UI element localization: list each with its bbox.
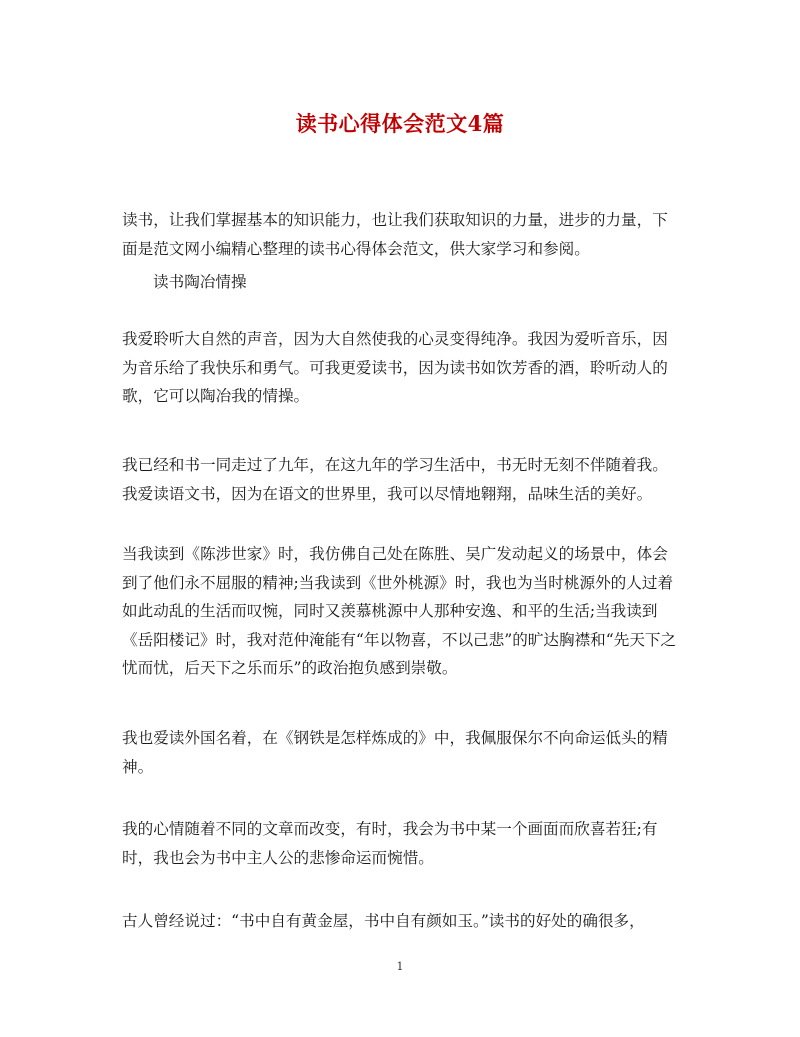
paragraph-text: 我爱聆听大自然的声音，因为大自然使我的心灵变得纯净。我因为爱听音乐，因为音乐给了我快乐和勇气。可我更爱读书，因为读书如饮芳香的酒，聆听动人的歌，它可以陶冶我的情操。 bbox=[122, 330, 668, 405]
body-paragraph-foreign bbox=[122, 724, 682, 781]
body-paragraph-nature bbox=[122, 325, 682, 411]
body-paragraph-mood bbox=[122, 815, 682, 872]
paragraph-text: 我的心情随着不同的文章而改变，有时，我会为书中某一个画面而欣喜若狂;有时，我也会为书中主人公的悲惨命运而惋惜。 bbox=[122, 820, 658, 867]
section-heading-block bbox=[122, 268, 682, 297]
intro-paragraph bbox=[122, 206, 682, 263]
page-number: 1 bbox=[396, 960, 404, 973]
section-heading: 读书陶冶情操 bbox=[153, 273, 247, 291]
paragraph-text: 我已经和书一同走过了九年，在这九年的学习生活中，书无时无刻不伴随着我。我爱读语文书，因为在语文的世界里，我可以尽情地翱翔，品味生活的美好。 bbox=[122, 456, 668, 503]
document-title: 读书心得体会范文4篇 bbox=[295, 111, 505, 136]
paragraph-text: 读书，让我们掌握基本的知识能力，也让我们获取知识的力量，进步的力量，下面是范文网小编精心整理的读书心得体会范文，供大家学习和参阅。 bbox=[122, 211, 668, 258]
body-paragraph-nine-years bbox=[122, 451, 682, 508]
body-paragraph-classics bbox=[122, 540, 682, 683]
paragraph-text: 古人曾经说过：“书中自有黄金屋，书中自有颜如玉。”读书的好处的确很多， bbox=[122, 912, 645, 930]
body-paragraph-ancients bbox=[122, 907, 682, 936]
paragraph-text: 我也爱读外国名着，在《钢铁是怎样炼成的》中，我佩服保尔不向命运低头的精神。 bbox=[122, 729, 668, 776]
paragraph-text: 当我读到《陈涉世家》时，我仿佛自己处在陈胜、吴广发动起义的场景中，体会到了他们永不屈服的精神;当我读到《世外桃源》时，我也为当时桃源外的人过着如此动乱的生活而叹惋，同时又羡慕桃源中人那种安逸、和平的生活;当我读到《岳阳楼记》时，我对范仲淹能有“年以物喜，不以己悲”的旷达胸襟和“先天下之忧而忧，后天下之乐而乐”的政治抱负感到崇敬。 bbox=[122, 545, 677, 677]
